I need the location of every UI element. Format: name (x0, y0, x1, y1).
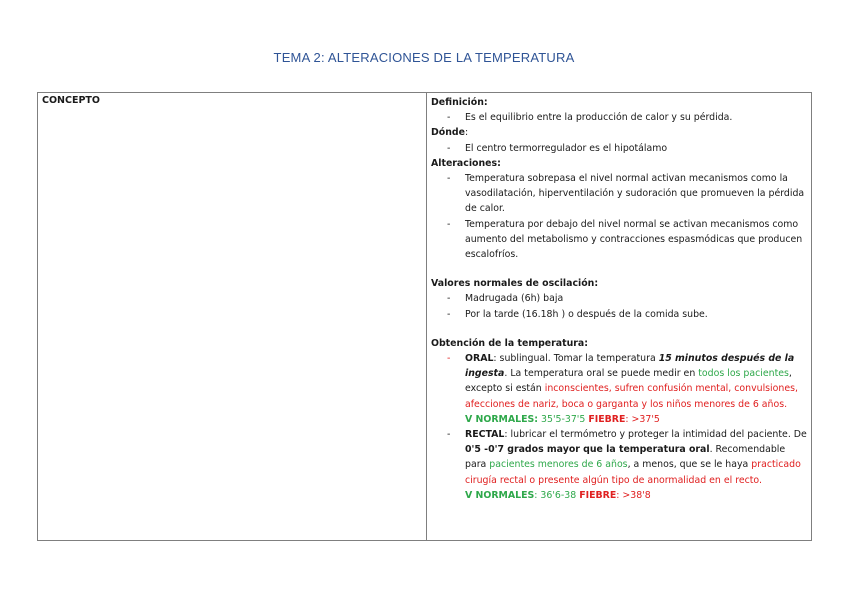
concept-label: CONCEPTO (42, 95, 100, 106)
donde-heading: Dónde: (431, 127, 469, 139)
obtencion-heading: Obtención de la temperatura: (431, 337, 588, 349)
valores-heading: Valores normales de oscilación: (431, 278, 599, 290)
alteraciones-list (431, 171, 807, 262)
list-item-rectal: - RECTAL: lubricar el termómetro y proteger la intimidad del paciente. De 0'5 -0'7 grados mayor que la temperatura oral. Recomendable para pacientes menores de 6 años, a menos, que se le haya practicado cirugía rectal o presente algún tipo de anormalidad en el recto. (447, 429, 807, 486)
definicion-list (431, 110, 807, 125)
concept-table (37, 92, 812, 541)
obtencion-list (431, 351, 807, 412)
content-body (427, 93, 811, 503)
list-item: - El centro termorregulador es el hipotálamo (447, 142, 668, 154)
list-item: - Madrugada (6h) baja (447, 293, 564, 305)
valores-list (431, 291, 807, 321)
donde-list (431, 141, 807, 156)
alteraciones-heading: Alteraciones: (431, 157, 501, 169)
list-item: - Temperatura por debajo del nivel normal se activan mecanismos como aumento del metabolismo y contracciones espasmódicas que producen escalofríos. (447, 218, 803, 261)
page-title: TEMA 2: ALTERACIONES DE LA TEMPERATURA (273, 50, 575, 65)
rectal-normal-values: V NORMALES: 36'6-38 FIEBRE: >38'8 (465, 489, 651, 501)
list-item: - Es el equilibrio entre la producción de calor y su pérdida. (447, 112, 733, 124)
content-cell (427, 93, 812, 541)
obtencion-list-rectal (431, 427, 807, 488)
oral-normal-values: V NORMALES: 35'5-37'5 FIEBRE: >37'5 (465, 413, 660, 425)
list-item-oral: - ORAL: sublingual. Tomar la temperatura 15 minutos después de la ingesta. La temperatura oral se puede medir en todos los pacientes, excepto si están inconscientes, sufren confusión mental, convulsiones, afecciones de nariz, boca o garganta y los niños menores de 6 años. (447, 353, 798, 410)
list-item: - Por la tarde (16.18h ) o después de la comida sube. (447, 308, 708, 320)
list-item: - Temperatura sobrepasa el nivel normal activan mecanismos como la vasodilatación, hiperventilación y sudoración que promueven la pérdida de calor. (447, 173, 805, 215)
concept-cell (38, 93, 427, 541)
definicion-heading: Definición: (431, 97, 488, 108)
